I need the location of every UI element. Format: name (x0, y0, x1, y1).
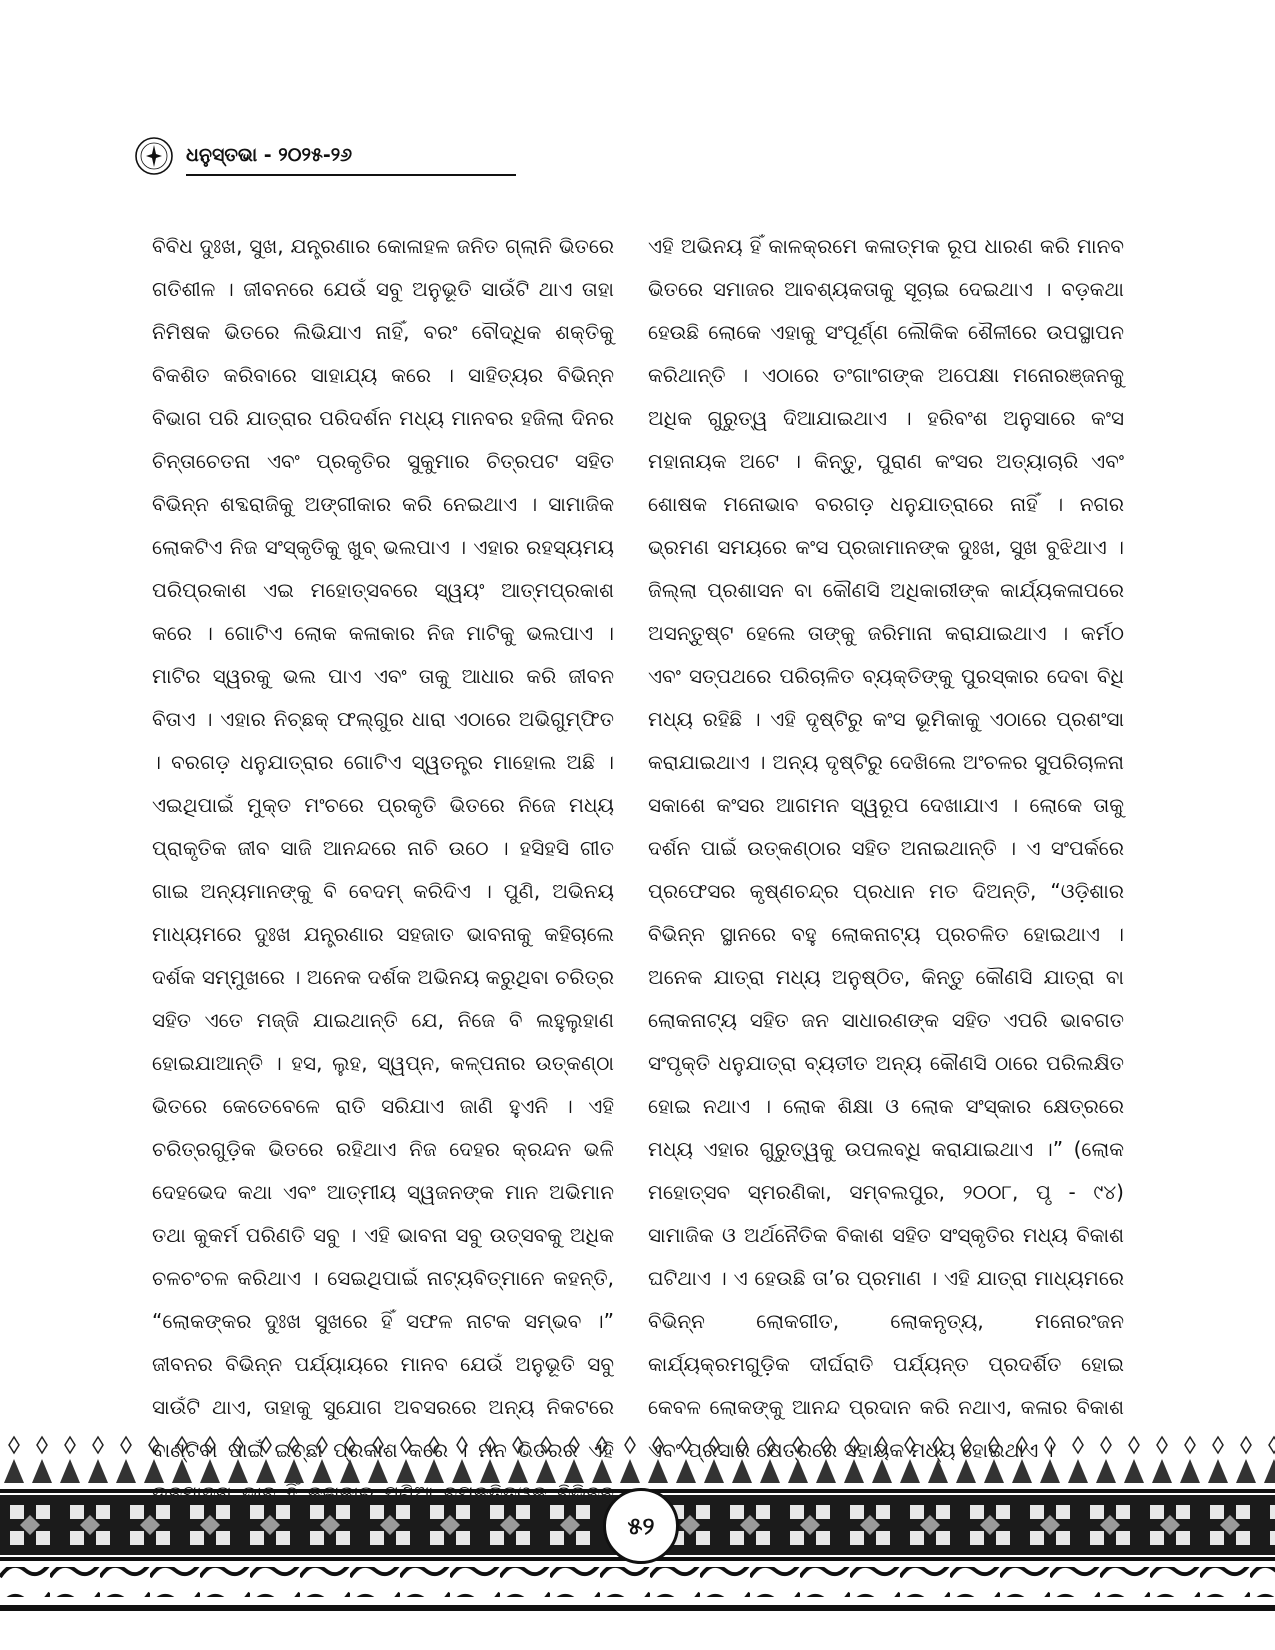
header-rule (186, 174, 516, 176)
emblem-seal-icon (134, 136, 174, 176)
page-number: ୫୨ (603, 1488, 679, 1564)
left-column (152, 225, 614, 1558)
right-column (648, 225, 1124, 1472)
page-header (134, 136, 434, 180)
header-title: ଧନୁସ୍ତଭା - ୨୦୨୫-୨୬ (186, 144, 353, 166)
left-column-text: ବିବିଧ ଦୁଃଖ, ସୁଖ, ଯନ୍ତ୍ରଣାର କୋଳାହଳ ଜନିତ ଗ୍ଲାନି ଭିତରେ ଗତିଶୀଳ । ଜୀବନରେ ଯେଉଁ ସବୁ ଅନୁଭୂତି ସାଉଁଟି ଥାଏ ତାହା ନିମିଷକ ଭିତରେ ଲିଭିଯାଏ ନାହିଁ, ବରଂ ବୌଦ୍ଧିକ ଶକ୍ତିକୁ ବିକଶିତ କରିବାରେ ସାହାଯ୍ୟ କରେ । ସାହିତ୍ୟର ବିଭିନ୍ନ ବିଭାଗ ପରି ଯାତ୍ରାର ପରିଦର୍ଶନ ମଧ୍ୟ ମାନବର ହଜିଲା ଦିନର ଚିନ୍ତାଚେତନା ଏବଂ ପ୍ରକୃତିର ସୁକୁମାର ଚିତ୍ରପଟ ସହିତ ବିଭିନ୍ନ ଶବ୍ଦରାଜିକୁ ଅଙ୍ଗୀକାର କରି ନେଇଥାଏ । ସାମାଜିକ ଲୋକଟିଏ ନିଜ ସଂସ୍କୃତିକୁ ଖୁବ୍ ଭଲପାଏ । ଏହାର ରହସ୍ୟମୟ ପରିପ୍ରକାଶ ଏଇ ମହୋତ୍ସବରେ ସ୍ୱୟଂ ଆତ୍ମପ୍ରକାଶ କରେ । ଗୋଟିଏ ଲୋକ କଳାକାର ନିଜ ମାଟିକୁ ଭଲପାଏ । ମାଟିର ସ୍ୱରକୁ ଭଲ ପାଏ ଏବଂ ତାକୁ ଆଧାର କରି ଜୀବନ ବିତାଏ । ଏହାର ନିଚ୍ଛକ୍ ଫଲ୍ଗୁର ଧାରା ଏଠାରେ ଅଭିଗୁମ୍ଫିତ । ବରଗଡ଼ ଧନୁଯାତ୍ରାର ଗୋଟିଏ ସ୍ୱତନ୍ତ୍ର ମାହୋଲ ଅଛି । ଏଇଥିପାଇଁ ମୁକ୍ତ ମଂଚରେ ପ୍ରକୃତି ଭିତରେ ନିଜେ ମଧ୍ୟ ପ୍ରାକୃତିକ ଜୀବ ସାଜି ଆନନ୍ଦରେ ନାଚି ଉଠେ । ହସିହସି ଗୀତ ଗାଇ ଅନ୍ୟମାନଙ୍କୁ ବି ବେଦମ୍ କରିଦିଏ । ପୁଣି, ଅଭିନୟ ମାଧ୍ୟମରେ ଦୁଃଖ ଯନ୍ତ୍ରଣାର ସହଜାତ ଭାବନାକୁ କହିଚାଲେ ଦର୍ଶକ ସମ୍ମୁଖରେ । ଅନେକ ଦର୍ଶକ ଅଭିନୟ କରୁଥିବା ଚରିତ୍ର ସହିତ ଏତେ ମଜ୍ଜି ଯାଇଥାନ୍ତି ଯେ, ନିଜେ ବି ଲହୁଲୁହାଣ ହୋଇଯାଆନ୍ତି । ହସ, ଲୁହ, ସ୍ୱପ୍ନ, କଳ୍ପନାର ଉତ୍କଣ୍ଠା ଭିତରେ କେତେବେଳେ ରାତି ସରିଯାଏ ଜାଣି ହୁଏନି । ଏହି ଚରିତ୍ରଗୁଡ଼ିକ ଭିତରେ ରହିଥାଏ ନିଜ ଦେହର କ୍ରନ୍ଦନ ଭଳି ଦେହଭେଦ କଥା ଏବଂ ଆତ୍ମୀୟ ସ୍ୱଜନଙ୍କ ମାନ ଅଭିମାନ ତଥା କୁକର୍ମ ପରିଣତି ସବୁ । ଏହି ଭାବନା ସବୁ ଉତ୍ସବକୁ ଅଧିକ ଚଳଚଂଚଳ କରିଥାଏ । ସେଇଥିପାଇଁ ନାଟ୍ୟବିତ୍ମାନେ କହନ୍ତି, “ଲୋକଙ୍କର ଦୁଃଖ ସୁଖରେ ହିଁ ସଫଳ ନାଟକ ସମ୍ଭବ ।” ଜୀବନର ବିଭିନ୍ନ ପର୍ଯ୍ୟାୟରେ ମାନବ ଯେଉଁ ଅନୁଭୂତି ସବୁ ସାଉଁଟି ଥାଏ, ତାହାକୁ ସୁଯୋଗ ଅବସରରେ ଅନ୍ୟ ନିକଟରେ (152, 234, 614, 1419)
right-column-text: ଏହି ଅଭିନୟ ହିଁ କାଳକ୍ରମେ କଳାତ୍ମକ ରୂପ ଧାରଣ କରି ମାନବ ଭିତରେ ସମାଜର ଆବଶ୍ୟକତାକୁ ସୂଚାଇ ଦେଇଥାଏ । ବଡ଼କଥା ହେଉଛି ଲୋକେ ଏହାକୁ ସଂପୂର୍ଣ୍ଣ ଲୌକିକ ଶୈଳୀରେ ଉପସ୍ଥାପନ କରିଥାନ୍ତି । ଏଠାରେ ତଂଗାଂଗଙ୍କ ଅପେକ୍ଷା ମନୋରଞ୍ଜନକୁ ଅଧିକ ଗୁରୁତ୍ୱ ଦିଆଯାଇଥାଏ । ହରିବଂଶ ଅନୁସାରେ କଂସ ମହାନାୟକ ଅଟେ । କିନ୍ତୁ, ପୁରାଣ କଂସର ଅତ୍ୟାଚାରି ଏବଂ ଶୋଷକ ମନୋଭାବ ବରଗଡ଼ ଧନୁଯାତ୍ରାରେ ନାହିଁ । ନଗର ଭ୍ରମଣ ସମୟରେ କଂସ ପ୍ରଜାମାନଙ୍କ ଦୁଃଖ, ସୁଖ ବୁଝିଥାଏ । ଜିଲ୍ଲା ପ୍ରଶାସନ ବା କୌଣସି ଅଧିକାରୀଙ୍କ କାର୍ଯ୍ୟକଳାପରେ ଅସନ୍ତୁଷ୍ଟ ହେଲେ ତାଙ୍କୁ ଜରିମାନା କରାଯାଇଥାଏ । କର୍ମଠ ଏବଂ ସତ୍‌ପଥରେ ପରିଚାଳିତ ବ୍ୟକ୍ତିଙ୍କୁ ପୁରସ୍କାର ଦେବା ବିଧି ମଧ୍ୟ ରହିଛି । ଏହି ଦୃଷ୍ଟିରୁ କଂସ ଭୂମିକାକୁ ଏଠାରେ ପ୍ରଶଂସା କରାଯାଇଥାଏ । ଅନ୍ୟ ଦୃଷ୍ଟିରୁ ଦେଖିଲେ ଅଂଚଳର ସୁପରିଚାଳନା ସକାଶେ କଂସର ଆଗମନ ସ୍ୱରୂପ ଦେଖାଯାଏ । ଲୋକେ ତାକୁ ଦର୍ଶନ ପାଇଁ ଉତ୍କଣ୍ଠାର ସହିତ ଅନାଇଥାନ୍ତି । ଏ ସଂପର୍କରେ ପ୍ରଫେସର କୃଷ୍ଣଚନ୍ଦ୍ର ପ୍ରଧାନ ମତ ଦିଅନ୍ତି, “ଓଡ଼ିଶାର ବିଭିନ୍ନ ସ୍ଥାନରେ ବହୁ ଲୋକନାଟ୍ୟ ପ୍ରଚଳିତ ହୋଇଥାଏ । ଅନେକ ଯାତ୍ରା ମଧ୍ୟ ଅନୁଷ୍ଠିତ, କିନ୍ତୁ କୌଣସି ଯାତ୍ରା ବା ଲୋକନାଟ୍ୟ ସହିତ ଜନ ସାଧାରଣଙ୍କ ସହିତ ଏପରି ଭାବଗତ ସଂପୃକ୍ତି ଧନୁଯାତ୍ରା ବ୍ୟତୀତ ଅନ୍ୟ କୌଣସି ଠାରେ ପରିଲକ୍ଷିତ ହୋଇ ନଥାଏ । ଲୋକ ଶିକ୍ଷା ଓ ଲୋକ ସଂସ୍କାର କ୍ଷେତ୍ରରେ ମଧ୍ୟ ଏହାର ଗୁରୁତ୍ୱକୁ ଉପଲବ୍ଧି କରାଯାଇଥାଏ ।” (ଲୋକ ମହୋତ୍ସବ ସ୍ମରଣିକା, ସମ୍ବଲପୁର, ୨୦୦୮, ପୃ - ୯୪) ସାମାଜିକ ଓ ଅର୍ଥନୈତିକ ବିକାଶ ସହିତ ସଂସ୍କୃତିର ମଧ୍ୟ ବିକାଶ ଘଟିଥାଏ । ଏ ହେଉଛି ତା’ର ପ୍ରମାଣ । ଏହି ଯାତ୍ରା ମାଧ୍ୟମରେ ବିଭିନ୍ନ ଲୋକଗୀତ, ଲୋକନୃତ୍ୟ, ମନୋରଂଜନ କାର୍ଯ୍ୟକ୍ରମଗୁଡ଼ିକ ଦୀର୍ଘରାତି ପର୍ଯ୍ୟନ୍ତ ପ୍ରଦର୍ଶିତ ହୋଇ କେବଳ ଲୋକଙ୍କୁ ଆନନ୍ଦ ପ୍ରଦାନ କରି ନଥାଏ, କଳାର ବିକାଶ (648, 234, 1124, 1419)
